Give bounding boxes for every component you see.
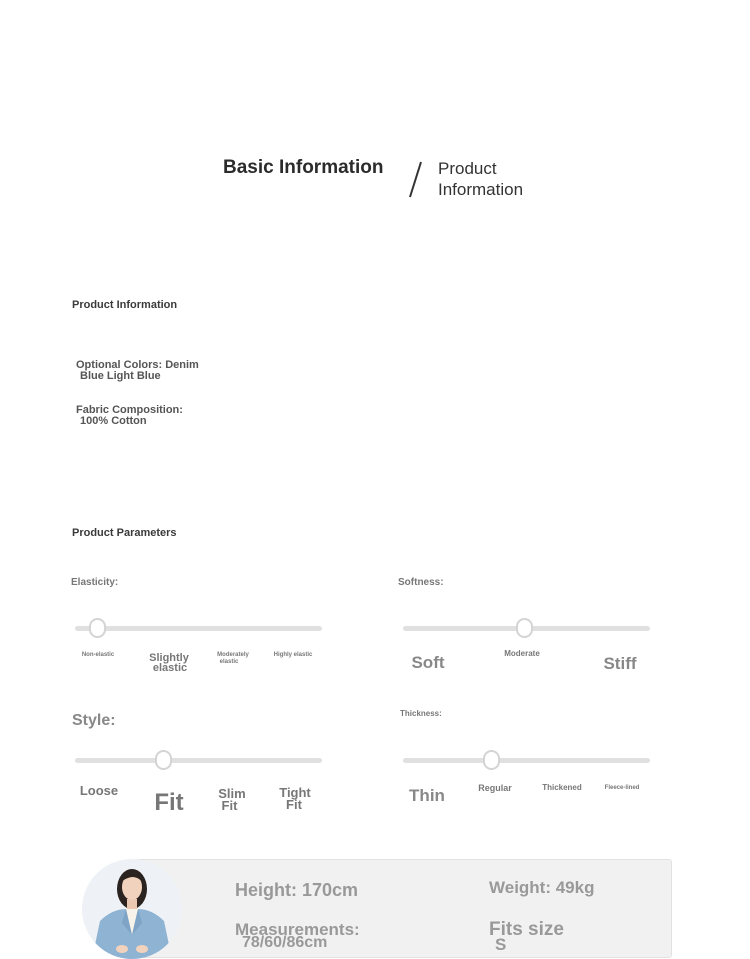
elasticity-option-moderately-elastic	[210, 652, 256, 665]
model-measurements-label: Measurements:	[235, 920, 360, 939]
style-option-slim-fit	[207, 788, 257, 812]
style-option-fit: Fit	[154, 789, 184, 816]
style-knob[interactable]	[155, 750, 172, 770]
elasticity-option-slightly-line1: Slightly	[149, 652, 189, 664]
header-title-basic: Basic Information	[223, 157, 384, 178]
elasticity-option-non-elastic: Non-elastic	[81, 652, 115, 658]
softness-knob[interactable]	[516, 618, 533, 638]
elasticity-option-slightly-line2: elastic	[152, 662, 188, 674]
elasticity-knob[interactable]	[89, 618, 106, 638]
model-avatar	[82, 859, 182, 959]
style-label: Style:	[72, 712, 116, 729]
elasticity-track	[75, 626, 322, 631]
style-option-slim-line2: Fit	[221, 798, 238, 813]
style-option-tight-line1: Tight	[279, 785, 311, 800]
softness-label: Softness:	[398, 577, 444, 588]
fabric-composition	[76, 405, 316, 427]
thickness-option-fleece-lined: Fleece-lined	[604, 785, 640, 791]
thickness-option-thickened: Thickened	[542, 783, 582, 792]
style-option-slim-line1: Slim	[218, 786, 246, 801]
optional-colors	[76, 360, 316, 382]
model-measurements-value: 78/60/86cm	[242, 934, 328, 951]
optional-colors-line1: Optional Colors: Denim	[76, 359, 199, 371]
thickness-option-thin: Thin	[409, 786, 445, 805]
style-option-tight-fit	[270, 787, 320, 811]
header-title-product: Product Information	[438, 159, 524, 199]
model-fits-label: Fits size	[489, 919, 564, 940]
model-fits-value: S	[495, 935, 507, 954]
product-parameters-title: Product Parameters	[72, 527, 177, 539]
elasticity-label: Elasticity:	[71, 577, 119, 588]
thickness-option-regular: Regular	[478, 783, 512, 793]
elasticity-option-highly-elastic: Highly elastic	[273, 652, 313, 658]
elasticity-option-moderately-line2: elastic	[219, 659, 239, 665]
model-info-card	[130, 859, 672, 958]
model-height: Height: 170cm	[235, 880, 359, 900]
style-track	[75, 758, 322, 763]
model-avatar-illustration	[82, 859, 182, 959]
thickness-label: Thickness:	[400, 709, 442, 718]
softness-option-moderate: Moderate	[504, 649, 540, 658]
model-weight: Weight: 49kg	[489, 878, 595, 897]
style-option-tight-line2: Fit	[286, 797, 302, 812]
thickness-track	[403, 758, 650, 763]
fabric-composition-line1: Fabric Composition:	[76, 404, 183, 416]
thickness-knob[interactable]	[483, 750, 500, 770]
softness-option-soft: Soft	[411, 653, 445, 672]
elasticity-option-slightly-elastic	[144, 653, 194, 673]
style-option-loose: Loose	[79, 783, 119, 798]
header-divider-slash	[407, 160, 427, 200]
optional-colors-line2: Blue Light Blue	[80, 370, 161, 382]
elasticity-option-moderately-line1: Moderately	[217, 652, 249, 658]
fabric-composition-line2: 100% Cotton	[80, 415, 147, 427]
softness-option-stiff: Stiff	[603, 654, 637, 673]
product-info-title: Product Information	[72, 299, 178, 311]
